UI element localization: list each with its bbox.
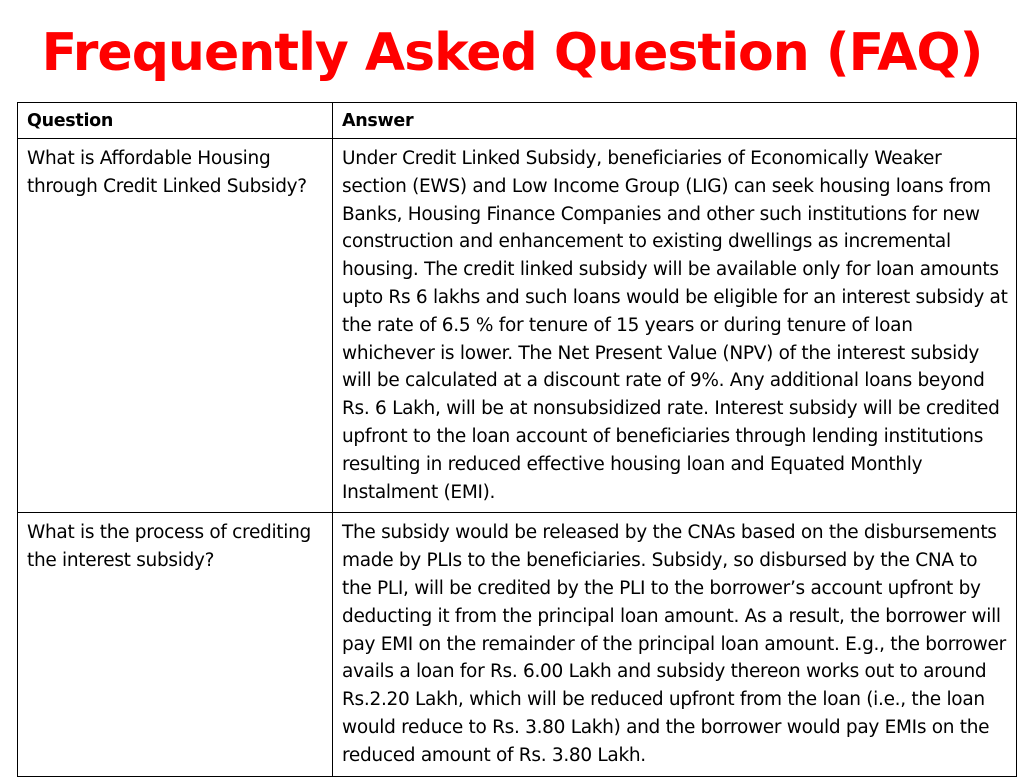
page-title: Frequently Asked Question (FAQ) bbox=[41, 23, 983, 83]
question-column-header: Question bbox=[18, 103, 333, 139]
faq-question-cell: What is Affordable Housing through Credit Linked Subsidy? bbox=[18, 139, 333, 513]
table-header-row bbox=[18, 103, 1017, 139]
faq-table bbox=[17, 102, 1017, 777]
table-row bbox=[18, 139, 1017, 513]
faq-question-cell: What is the process of crediting the interest subsidy? bbox=[18, 513, 333, 776]
answer-column-header: Answer bbox=[333, 103, 1017, 139]
faq-answer-cell: The subsidy would be released by the CNAs based on the disbursements made by PLIs to the beneficiaries. Subsidy, so disbursed by the CNA to the PLI, will be credited by the PLI to the borrower’s account upfront by deducting it from the principal loan amount. As a result, the borrower will pay EMI on the remainder of the principal loan amount. E.g., the borrower avails a loan for Rs. 6.00 Lakh and subsidy thereon works out to around Rs.2.20 Lakh, which will be reduced upfront from the loan (i.e., the loan would reduce to Rs. 3.80 Lakh) and the borrower would pay EMIs on the reduced amount of Rs. 3.80 Lakh. bbox=[333, 513, 1017, 776]
table-row bbox=[18, 513, 1017, 776]
faq-answer-cell: Under Credit Linked Subsidy, beneficiaries of Economically Weaker section (EWS) and Low Income Group (LIG) can seek housing loans from Banks, Housing Finance Companies and other such institutions for new construction and enhancement to existing dwellings as incremental housing. The credit linked subsidy will be available only for loan amounts upto Rs 6 lakhs and such loans would be eligible for an interest subsidy at the rate of 6.5 % for tenure of 15 years or during tenure of loan whichever is lower. The Net Present Value (NPV) of the interest subsidy will be calculated at a discount rate of 9%. Any additional loans beyond Rs. 6 Lakh, will be at nonsubsidized rate. Interest subsidy will be credited upfront to the loan account of beneficiaries through lending institutions resulting in reduced effective housing loan and Equated Monthly Instalment (EMI). bbox=[333, 139, 1017, 513]
